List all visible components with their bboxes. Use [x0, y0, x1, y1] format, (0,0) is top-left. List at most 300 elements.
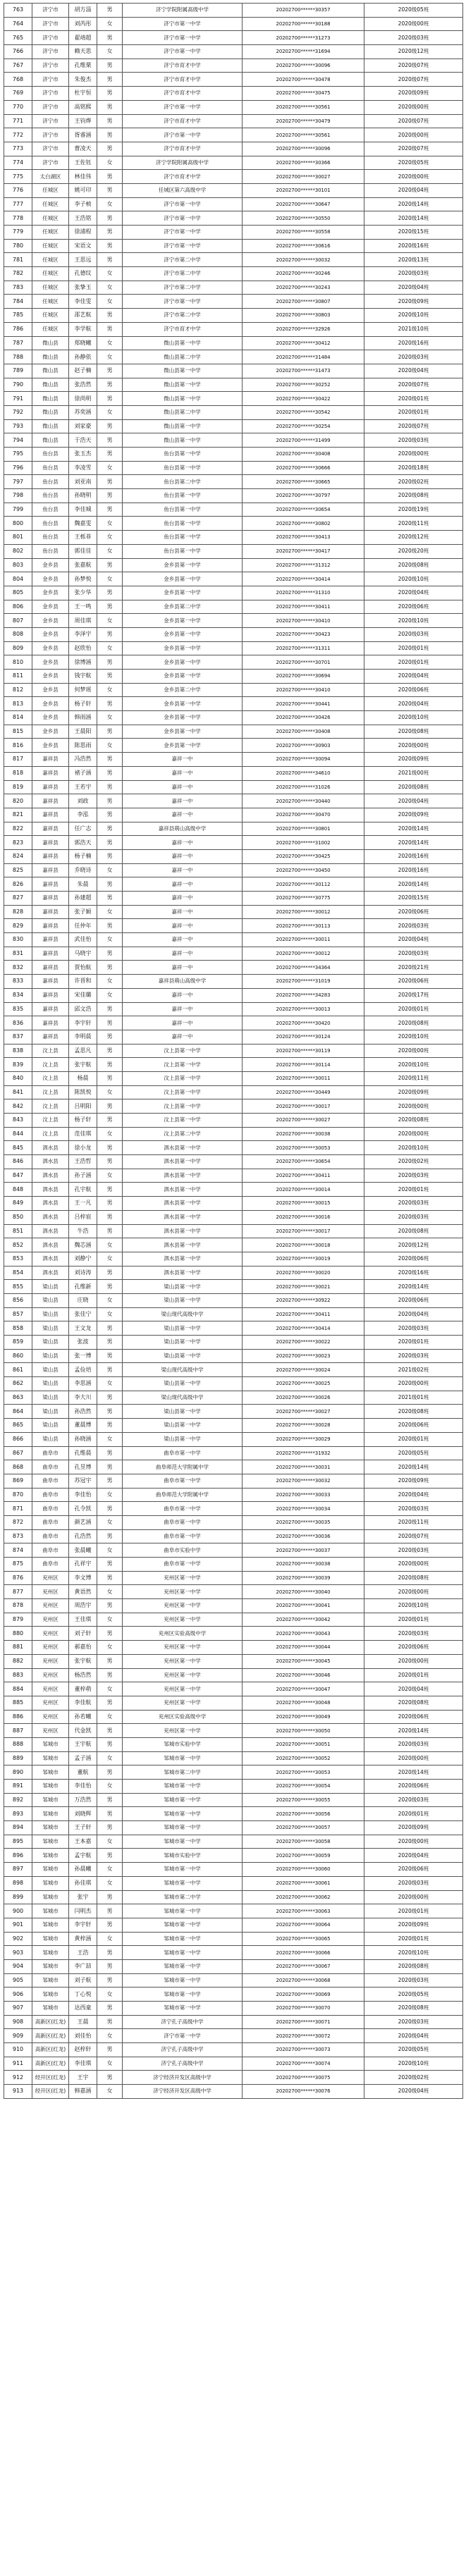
region-cell: 邹城市	[32, 1946, 69, 1960]
gender-cell: 男	[97, 1197, 123, 1211]
student-id-cell: 20202700******31932	[243, 1446, 364, 1460]
class-cell: 2020级06班	[364, 1780, 463, 1794]
row-number: 779	[4, 226, 32, 240]
row-number: 829	[4, 919, 32, 933]
table-row	[4, 211, 463, 226]
table-row	[4, 364, 463, 378]
student-id-cell: 20202700******30412	[243, 336, 364, 350]
student-id-cell: 20202700******30043	[243, 1627, 364, 1641]
region-cell: 鱼台县	[32, 517, 69, 531]
student-id-cell: 20202700******30124	[243, 1030, 364, 1044]
class-cell: 2020级03班	[364, 1737, 463, 1751]
school-cell: 邹城市第一中学	[123, 1959, 243, 1973]
student-name-cell: 李泽宇	[69, 627, 97, 641]
row-number: 848	[4, 1183, 32, 1197]
class-cell: 2020级00班	[364, 100, 463, 114]
gender-cell: 男	[97, 1446, 123, 1460]
gender-cell: 女	[97, 517, 123, 531]
table-row	[4, 1876, 463, 1890]
table-row	[4, 489, 463, 503]
gender-cell: 女	[97, 683, 123, 697]
student-name-cell: 徐尚明	[69, 392, 97, 406]
student-id-cell: 20202700******30050	[243, 1724, 364, 1738]
student-name-cell: 张晨曦	[69, 1543, 97, 1558]
school-cell: 济宁市育才中学	[123, 58, 243, 73]
class-cell: 2020级08班	[364, 725, 463, 739]
row-number: 855	[4, 1280, 32, 1294]
school-cell: 金乡县第二中学	[123, 600, 243, 614]
region-cell: 梁山县	[32, 1349, 69, 1363]
gender-cell: 女	[97, 45, 123, 59]
row-number: 838	[4, 1044, 32, 1058]
table-row	[4, 2071, 463, 2085]
row-number: 909	[4, 2029, 32, 2043]
school-cell: 邹城市实验中学	[123, 1849, 243, 1863]
student-roster-table	[4, 3, 463, 2099]
class-cell: 2020级03班	[364, 1973, 463, 1988]
row-number: 813	[4, 697, 32, 711]
school-cell: 汶上县第一中学	[123, 1044, 243, 1058]
gender-cell: 男	[97, 822, 123, 836]
student-id-cell: 20202700******30027	[243, 170, 364, 184]
school-cell: 兖州区第一中学	[123, 1724, 243, 1738]
class-cell: 2020级16班	[364, 863, 463, 877]
class-cell: 2020级14班	[364, 211, 463, 226]
class-cell: 2020级04班	[364, 933, 463, 947]
gender-cell: 女	[97, 614, 123, 628]
class-cell: 2020级00班	[364, 739, 463, 753]
region-cell: 邹城市	[32, 1876, 69, 1890]
class-cell: 2020级12班	[364, 531, 463, 545]
row-number: 769	[4, 87, 32, 101]
region-cell: 嘉祥县	[32, 933, 69, 947]
row-number: 910	[4, 2043, 32, 2057]
class-cell: 2020级06班	[364, 683, 463, 697]
table-row	[4, 1599, 463, 1613]
table-row	[4, 1058, 463, 1072]
region-cell: 梁山县	[32, 1419, 69, 1433]
row-number: 765	[4, 31, 32, 45]
student-name-cell: 董航	[69, 1765, 97, 1780]
class-cell: 2020级08班	[364, 1571, 463, 1585]
student-id-cell: 20202700******30015	[243, 1197, 364, 1211]
student-id-cell: 20202700******30044	[243, 1641, 364, 1655]
gender-cell: 男	[97, 253, 123, 267]
student-id-cell: 20202700******30119	[243, 1044, 364, 1058]
school-cell: 微山县第一中学	[123, 419, 243, 433]
student-name-cell: 曹凌天	[69, 142, 97, 156]
class-cell: 2020级06班	[364, 1641, 463, 1655]
student-name-cell: 陈凯悦	[69, 1085, 97, 1099]
school-cell: 邹城市第一中学	[123, 1793, 243, 1807]
row-number: 802	[4, 544, 32, 558]
gender-cell: 男	[97, 947, 123, 961]
gender-cell: 女	[97, 531, 123, 545]
gender-cell: 男	[97, 1016, 123, 1030]
gender-cell: 男	[97, 961, 123, 975]
school-cell: 嘉祥一中	[123, 947, 243, 961]
school-cell: 兖州区第一中学	[123, 1682, 243, 1696]
row-number: 826	[4, 877, 32, 892]
class-cell: 2020级08班	[364, 1959, 463, 1973]
student-name-cell: 赵梓轩	[69, 2043, 97, 2057]
school-cell: 泗水县第一中学	[123, 1266, 243, 1280]
table-row	[4, 405, 463, 419]
class-cell: 2020级21班	[364, 961, 463, 975]
table-row	[4, 392, 463, 406]
table-row	[4, 1238, 463, 1252]
student-id-cell: 20202700******30040	[243, 1585, 364, 1599]
student-id-cell: 20202700******31312	[243, 558, 364, 572]
school-cell: 济宁学院附属高级中学	[123, 156, 243, 170]
student-id-cell: 20202700******30413	[243, 531, 364, 545]
class-cell: 2020级03班	[364, 350, 463, 364]
student-id-cell: 20202700******30802	[243, 517, 364, 531]
student-id-cell: 20202700******31499	[243, 433, 364, 448]
student-name-cell: 郭浩天	[69, 836, 97, 850]
row-number: 850	[4, 1210, 32, 1224]
student-id-cell: 20202700******30357	[243, 4, 364, 18]
table-row	[4, 558, 463, 572]
table-row	[4, 683, 463, 697]
region-cell: 梁山县	[32, 1391, 69, 1405]
gender-cell: 男	[97, 1529, 123, 1543]
table-row	[4, 1488, 463, 1502]
gender-cell: 男	[97, 2071, 123, 2085]
student-id-cell: 20202700******30024	[243, 1363, 364, 1377]
student-id-cell: 20202700******30060	[243, 1863, 364, 1877]
student-id-cell: 20202700******30049	[243, 1710, 364, 1724]
table-row	[4, 586, 463, 600]
row-number: 793	[4, 419, 32, 433]
row-number: 860	[4, 1349, 32, 1363]
student-name-cell: 王浩	[69, 1946, 97, 1960]
region-cell: 曲阜市	[32, 1502, 69, 1516]
region-cell: 济宁市	[32, 156, 69, 170]
region-cell: 济宁市	[32, 100, 69, 114]
table-row	[4, 239, 463, 253]
school-cell: 金乡县第一中学	[123, 739, 243, 753]
student-name-cell: 李子桢	[69, 197, 97, 211]
student-id-cell: 20202700******30063	[243, 1904, 364, 1918]
student-id-cell: 20202700******30067	[243, 1959, 364, 1973]
class-cell: 2020级05班	[364, 1446, 463, 1460]
gender-cell: 男	[97, 1114, 123, 1128]
class-cell: 2020级02班	[364, 475, 463, 489]
row-number: 886	[4, 1710, 32, 1724]
region-cell: 兖州区	[32, 1627, 69, 1641]
region-cell: 兖州区	[32, 1710, 69, 1724]
gender-cell: 女	[97, 405, 123, 419]
table-row	[4, 1071, 463, 1085]
gender-cell: 女	[97, 17, 123, 31]
table-row	[4, 45, 463, 59]
student-id-cell: 20202700******30034	[243, 1502, 364, 1516]
student-id-cell: 20202700******30048	[243, 1696, 364, 1710]
student-id-cell: 20202700******30016	[243, 1210, 364, 1224]
student-id-cell: 20202700******30033	[243, 1488, 364, 1502]
class-cell: 2020级09班	[364, 87, 463, 101]
student-id-cell: 20202700******30807	[243, 295, 364, 309]
class-cell: 2020级16班	[364, 1266, 463, 1280]
student-id-cell: 20202700******30410	[243, 683, 364, 697]
class-cell: 2020级00班	[364, 1835, 463, 1849]
school-cell: 金乡县第一中学	[123, 697, 243, 711]
student-name-cell: 马晓宇	[69, 947, 97, 961]
region-cell: 嘉祥县	[32, 753, 69, 767]
school-cell: 金乡县第一中学	[123, 655, 243, 670]
student-id-cell: 20202700******30070	[243, 2002, 364, 2016]
row-number: 889	[4, 1751, 32, 1765]
class-cell: 2020级08班	[364, 1224, 463, 1238]
gender-cell: 女	[97, 2057, 123, 2071]
school-cell: 邹城市第一中学	[123, 1821, 243, 1835]
student-id-cell: 20202700******30011	[243, 933, 364, 947]
student-name-cell: 刘诗涛	[69, 1266, 97, 1280]
region-cell: 梁山县	[32, 1280, 69, 1294]
region-cell: 嘉祥县	[32, 766, 69, 780]
student-name-cell: 邱文浩	[69, 1002, 97, 1016]
student-id-cell: 20202700******30014	[243, 1183, 364, 1197]
student-name-cell: 杨子轩	[69, 1114, 97, 1128]
region-cell: 曲阜市	[32, 1488, 69, 1502]
table-row	[4, 1973, 463, 1988]
region-cell: 济宁市	[32, 31, 69, 45]
row-number: 830	[4, 933, 32, 947]
class-cell: 2020级00班	[364, 1751, 463, 1765]
table-row	[4, 627, 463, 641]
table-row	[4, 1529, 463, 1543]
student-name-cell: 丁心悦	[69, 1988, 97, 2002]
student-id-cell: 20202700******30654	[243, 1155, 364, 1169]
class-cell: 2020级04班	[364, 1488, 463, 1502]
student-name-cell: 朱俊杰	[69, 73, 97, 87]
gender-cell: 女	[97, 1085, 123, 1099]
table-row	[4, 1293, 463, 1307]
school-cell: 兖州区实验高级中学	[123, 1627, 243, 1641]
school-cell: 金乡县第一中学	[123, 572, 243, 586]
school-cell: 任城区第六高级中学	[123, 183, 243, 197]
gender-cell: 女	[97, 1835, 123, 1849]
student-id-cell: 20202700******30032	[243, 1474, 364, 1488]
student-name-cell: 王栎菲	[69, 531, 97, 545]
region-cell: 嘉祥县	[32, 892, 69, 906]
class-cell: 2020级11班	[364, 1071, 463, 1085]
region-cell: 任城区	[32, 295, 69, 309]
gender-cell: 男	[97, 364, 123, 378]
class-cell: 2020级07班	[364, 1529, 463, 1543]
student-name-cell: 吕明阳	[69, 1099, 97, 1114]
table-row	[4, 1849, 463, 1863]
region-cell: 鱼台县	[32, 531, 69, 545]
region-cell: 高新区(红龙)	[32, 2029, 69, 2043]
student-id-cell: 20202700******30801	[243, 822, 364, 836]
region-cell: 嘉祥县	[32, 877, 69, 892]
student-id-cell: 20202700******30101	[243, 183, 364, 197]
gender-cell: 男	[97, 1654, 123, 1668]
table-row	[4, 766, 463, 780]
table-row	[4, 517, 463, 531]
school-cell: 兖州区第一中学	[123, 1668, 243, 1682]
table-row	[4, 1932, 463, 1946]
gender-cell: 男	[97, 31, 123, 45]
school-cell: 鱼台县第一中学	[123, 489, 243, 503]
class-cell: 2020级07班	[364, 73, 463, 87]
table-row	[4, 461, 463, 475]
student-id-cell: 20202700******30422	[243, 392, 364, 406]
row-number: 890	[4, 1765, 32, 1780]
row-number: 770	[4, 100, 32, 114]
row-number: 853	[4, 1252, 32, 1266]
table-row	[4, 1710, 463, 1724]
region-cell: 济宁市	[32, 45, 69, 59]
row-number: 905	[4, 1973, 32, 1988]
student-name-cell: 董晨博	[69, 1419, 97, 1433]
table-row	[4, 1141, 463, 1155]
student-id-cell: 20202700******30803	[243, 309, 364, 323]
school-cell: 嘉祥一中	[123, 863, 243, 877]
class-cell: 2020级10班	[364, 711, 463, 725]
class-cell: 2020级00班	[364, 128, 463, 142]
region-cell: 兖州区	[32, 1599, 69, 1613]
table-row	[4, 1169, 463, 1183]
table-row	[4, 1114, 463, 1128]
gender-cell: 女	[97, 1307, 123, 1321]
class-cell: 2020级04班	[364, 794, 463, 808]
row-number: 780	[4, 239, 32, 253]
student-name-cell: 周浩宇	[69, 1599, 97, 1613]
student-name-cell: 张玉杰	[69, 448, 97, 462]
school-cell: 鱼台县第一中学	[123, 461, 243, 475]
gender-cell: 男	[97, 1419, 123, 1433]
region-cell: 任城区	[32, 267, 69, 281]
row-number: 844	[4, 1127, 32, 1141]
gender-cell: 女	[97, 975, 123, 989]
gender-cell: 男	[97, 919, 123, 933]
row-number: 774	[4, 156, 32, 170]
class-cell: 2020级10班	[364, 614, 463, 628]
row-number: 804	[4, 572, 32, 586]
row-number: 789	[4, 364, 32, 378]
region-cell: 汶上县	[32, 1127, 69, 1141]
student-name-cell: 孔浩然	[69, 1529, 97, 1543]
student-name-cell: 杨晨	[69, 1071, 97, 1085]
student-name-cell: 赵欣怡	[69, 641, 97, 655]
table-row	[4, 58, 463, 73]
table-row	[4, 128, 463, 142]
student-id-cell: 20202700******30055	[243, 1793, 364, 1807]
row-number: 897	[4, 1863, 32, 1877]
row-number: 884	[4, 1682, 32, 1696]
school-cell: 微山县第二中学	[123, 405, 243, 419]
row-number: 764	[4, 17, 32, 31]
region-cell: 济宁市	[32, 114, 69, 128]
student-name-cell: 黄语然	[69, 1585, 97, 1599]
table-row	[4, 1863, 463, 1877]
gender-cell: 女	[97, 1780, 123, 1794]
table-row	[4, 1377, 463, 1391]
student-name-cell: 高铭熙	[69, 100, 97, 114]
table-row	[4, 1918, 463, 1932]
table-row	[4, 641, 463, 655]
class-cell: 2020级07班	[364, 378, 463, 392]
school-cell: 嘉祥一中	[123, 836, 243, 850]
school-cell: 微山县第二中学	[123, 350, 243, 364]
student-name-cell: 孟宇航	[69, 1849, 97, 1863]
class-cell: 2020级01班	[364, 405, 463, 419]
row-number: 876	[4, 1571, 32, 1585]
row-number: 859	[4, 1336, 32, 1350]
class-cell: 2020级03班	[364, 433, 463, 448]
row-number: 781	[4, 253, 32, 267]
school-cell: 兖州区第一中学	[123, 1696, 243, 1710]
table-row	[4, 183, 463, 197]
student-name-cell: 李文博	[69, 1571, 97, 1585]
row-number: 911	[4, 2057, 32, 2071]
student-id-cell: 20202700******30558	[243, 226, 364, 240]
region-cell: 兖州区	[32, 1585, 69, 1599]
region-cell: 嘉祥县	[32, 863, 69, 877]
student-id-cell: 20202700******30062	[243, 1890, 364, 1904]
school-cell: 济宁孔子高级中学	[123, 2057, 243, 2071]
row-number: 814	[4, 711, 32, 725]
student-name-cell: 韩雨涵	[69, 711, 97, 725]
student-name-cell: 杨浩然	[69, 1668, 97, 1682]
region-cell: 金乡县	[32, 683, 69, 697]
student-id-cell: 20202700******30411	[243, 1307, 364, 1321]
student-id-cell: 20202700******30029	[243, 1432, 364, 1446]
table-row	[4, 295, 463, 309]
table-row	[4, 503, 463, 517]
row-number: 796	[4, 461, 32, 475]
school-cell: 济宁学院附属高级中学	[123, 4, 243, 18]
gender-cell: 女	[97, 544, 123, 558]
row-number: 820	[4, 794, 32, 808]
student-id-cell: 20202700******30561	[243, 100, 364, 114]
gender-cell: 女	[97, 1876, 123, 1890]
school-cell: 兖州区第一中学	[123, 1571, 243, 1585]
student-name-cell: 李明晨	[69, 1030, 97, 1044]
region-cell: 邹城市	[32, 1988, 69, 2002]
table-row	[4, 1224, 463, 1238]
table-row	[4, 1155, 463, 1169]
table-row	[4, 1502, 463, 1516]
gender-cell: 男	[97, 183, 123, 197]
student-name-cell: 杨子楠	[69, 849, 97, 863]
row-number: 871	[4, 1502, 32, 1516]
student-name-cell: 孔维晨	[69, 1446, 97, 1460]
school-cell: 曲阜市第一中学	[123, 1529, 243, 1543]
school-cell: 嘉祥一中	[123, 753, 243, 767]
school-cell: 嘉祥一中	[123, 892, 243, 906]
student-name-cell: 代金凯	[69, 1724, 97, 1738]
class-cell: 2020级10班	[364, 1141, 463, 1155]
gender-cell: 男	[97, 1959, 123, 1973]
school-cell: 济宁市育才中学	[123, 73, 243, 87]
table-row	[4, 1558, 463, 1572]
row-number: 790	[4, 378, 32, 392]
school-cell: 济宁市育才中学	[123, 114, 243, 128]
gender-cell: 男	[97, 725, 123, 739]
student-id-cell: 20202700******30096	[243, 58, 364, 73]
table-row	[4, 1432, 463, 1446]
school-cell: 邹城市第一中学	[123, 1863, 243, 1877]
student-id-cell: 20202700******30550	[243, 211, 364, 226]
table-row	[4, 572, 463, 586]
student-name-cell: 赵子楠	[69, 364, 97, 378]
region-cell: 曲阜市	[32, 1515, 69, 1529]
student-name-cell: 褚子涵	[69, 766, 97, 780]
